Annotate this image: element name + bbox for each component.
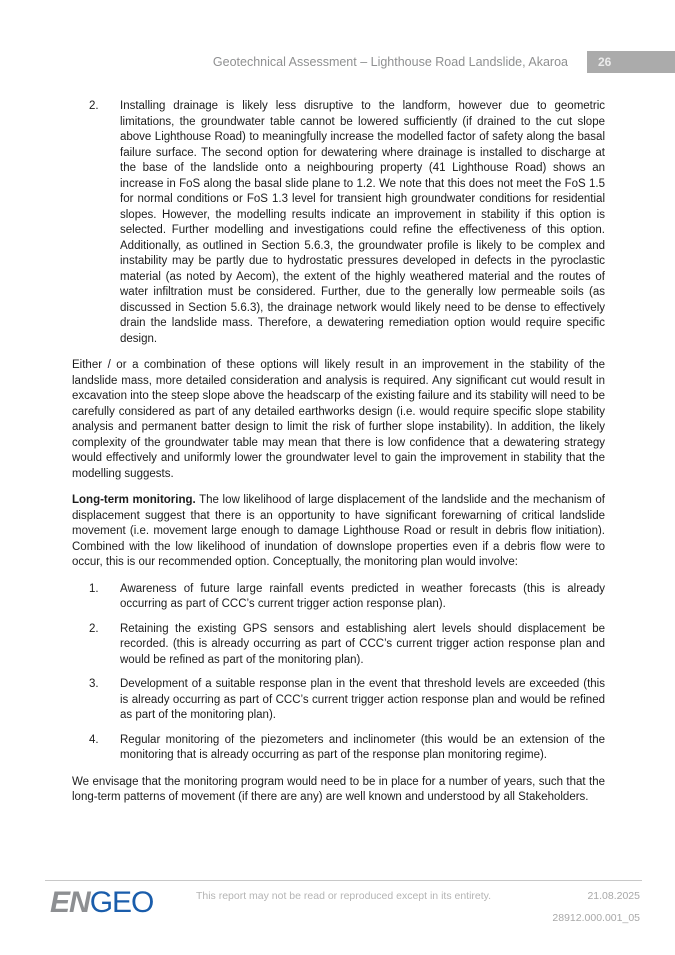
- list-item-drainage-option: [72, 99, 605, 347]
- list-item-number: 2.: [89, 622, 99, 635]
- paragraph-long-term-monitoring: [72, 493, 605, 571]
- list-item-number: 1.: [89, 582, 99, 595]
- footer-date: 21.08.2025: [587, 890, 640, 902]
- header-title: Geotechnical Assessment – Lighthouse Road Landslide, Akaroa: [212, 55, 568, 69]
- long-term-monitoring-text: The low likelihood of large displacement of the landslide and the mechanism of displacement suggest that there is an opportunity to have significant forewarning of critical landslide movement (i.e. movement large enough to damage Lighthouse Road or result in debris flow initiation). Combined with the low likelihood of inundation of downslope properties even if a debris flow were to occur, this is our recommended option. Conceptually, the monitoring plan would involve:: [72, 494, 605, 568]
- list-item-text: Regular monitoring of the piezometers and inclinometer (this would be an extension of the monitoring that is already occurring as part of the response plan monitoring regime).: [120, 733, 605, 761]
- footer-disclaimer: This report may not be read or reproduced except in its entirety.: [195, 890, 492, 902]
- list-item-number: 3.: [89, 678, 99, 690]
- engeo-logo-geo: GEO: [89, 886, 154, 919]
- paragraph-closing: We envisage that the monitoring program would need to be in place for a number of years, such that the long-term patterns of movement (if there are any) are well known and understood by all Stakeholders.: [72, 775, 605, 803]
- paragraph-options-summary: Either / or a combination of these options will likely result in an improvement in the stability of the landslide mass, more detailed consideration and analysis is required. Any significant cut would result in excavation into the steep slope above the headscarp of the existing failure and its stability will need to be carefully considered as part of any detailed earthworks design (i.e. would require specific slope stability analysis and permanent batter design to limit the risk of further slope instability). In addition, the likely complexity of the groundwater table may mean that there is low confidence that a dewatering strategy would effectively and uniformly lower the groundwater level to gain the improvement in stability that the modelling suggests.: [72, 359, 605, 480]
- list-item-number: 2.: [89, 100, 99, 112]
- page-number-badge: 26: [587, 51, 675, 73]
- list-item-text: Awareness of future large rainfall events predicted in weather forecasts (this is already occurring as part of CCC’s current trigger action response plan).: [120, 582, 605, 610]
- list-item-piezometer-monitoring: [72, 733, 605, 764]
- list-item-text: Retaining the existing GPS sensors and establishing alert levels should displacement be recorded. (this is already occurring as part of CCC’s current trigger action response plan and would be refined as part of the monitoring plan).: [120, 622, 605, 666]
- list-item-response-plan: [72, 677, 605, 724]
- list-item-rainfall-awareness: [72, 582, 605, 613]
- document-body: [72, 99, 605, 817]
- engeo-logo-en: EN: [50, 886, 90, 919]
- long-term-monitoring-lead: Long-term monitoring.: [72, 494, 196, 506]
- list-item-number: 4.: [89, 733, 99, 746]
- list-item-text: Installing drainage is likely less disruptive to the landform, however due to geometric limitations, the groundwater table cannot be lowered sufficiently (if drained to the cut slope above Lighthouse Road) to meaningfully increase the modelled factor of safety along the basal failure surface. The second option for dewatering where drainage is installed to discharge at the base of the landslide onto a neighbouring property (41 Lighthouse Road) shows an increase in FoS along the basal slide plane to 1.2. We note that this does not meet the FoS 1.5 for normal conditions or FoS 1.3 level for transient high groundwater conditions for residential slopes. However, the modelling results indicate an improvement in stability if this option is selected. Further modelling and investigations could refine the effectiveness of this option. Additionally, as outlined in Section 5.6.3, the groundwater profile is likely to be complex and instability may be partly due to hydrostatic pressures developed in defects in the pyroclastic material (as noted by Aecom), the extent of the highly weathered material and the routes of water infiltration must be considered. Further, due to the generally low permeable soils (as discussed in Section 5.6.3), the drainage network would likely need to be dense to effectively drain the landslide mass. Therefore, a dewatering remediation option would require specific design.: [120, 100, 605, 345]
- footer-document-number: 28912.000.001_05: [552, 912, 640, 924]
- list-item-text: Development of a suitable response plan in the event that threshold levels are exceeded (this is already occurring as part of CCC’s current trigger action response plan and would be refined as part of the monitoring plan).: [120, 678, 605, 721]
- footer-divider: [45, 880, 642, 881]
- list-item-gps-sensors: [72, 622, 605, 669]
